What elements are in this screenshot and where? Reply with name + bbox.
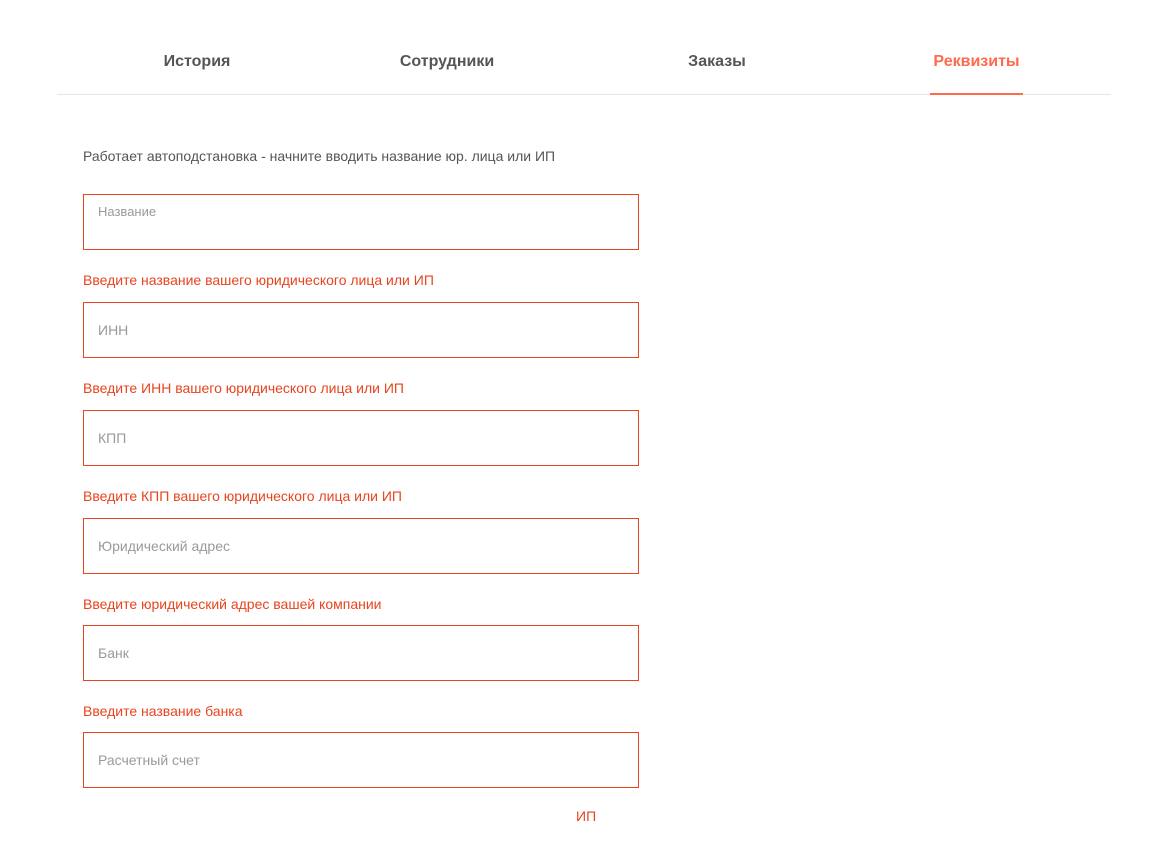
tab-orders[interactable]	[667, 38, 767, 94]
bank-input[interactable]	[84, 626, 638, 680]
legal-address-field[interactable]	[83, 518, 639, 574]
kpp-field[interactable]	[83, 410, 639, 466]
kpp-input[interactable]	[84, 411, 638, 465]
tab-underline-active	[930, 93, 1023, 95]
bank-error: Введите название банка	[83, 703, 243, 719]
inn-field[interactable]	[83, 302, 639, 358]
account-error-partial: ИП	[576, 808, 597, 824]
inn-input[interactable]	[84, 303, 638, 357]
tab-employees[interactable]	[382, 38, 512, 94]
company-name-input[interactable]	[84, 195, 638, 249]
autocomplete-hint: Работает автоподстановка - начните вводить название юр. лица или ИП	[83, 148, 556, 164]
bank-field[interactable]	[83, 625, 639, 681]
legal-address-error: Введите юридический адрес вашей компании	[83, 596, 382, 612]
account-field[interactable]	[83, 732, 639, 788]
tab-history-label: История	[163, 53, 231, 70]
tab-history[interactable]	[137, 38, 257, 94]
company-name-field[interactable]	[83, 194, 639, 250]
company-name-label: Название	[98, 204, 157, 219]
account-input[interactable]	[84, 733, 638, 787]
tab-orders-label: Заказы	[688, 53, 746, 70]
inn-error: Введите ИНН вашего юридического лица или ИП	[83, 380, 404, 396]
tab-employees-label: Сотрудники	[399, 53, 495, 70]
tab-requisites-label: Реквизиты	[933, 53, 1020, 70]
company-name-error: Введите название вашего юридического лица или ИП	[83, 272, 434, 288]
tab-bar	[57, 38, 1111, 95]
legal-address-input[interactable]	[84, 519, 638, 573]
tab-requisites[interactable]	[930, 38, 1023, 94]
kpp-error: Введите КПП вашего юридического лица или ИП	[83, 488, 402, 504]
